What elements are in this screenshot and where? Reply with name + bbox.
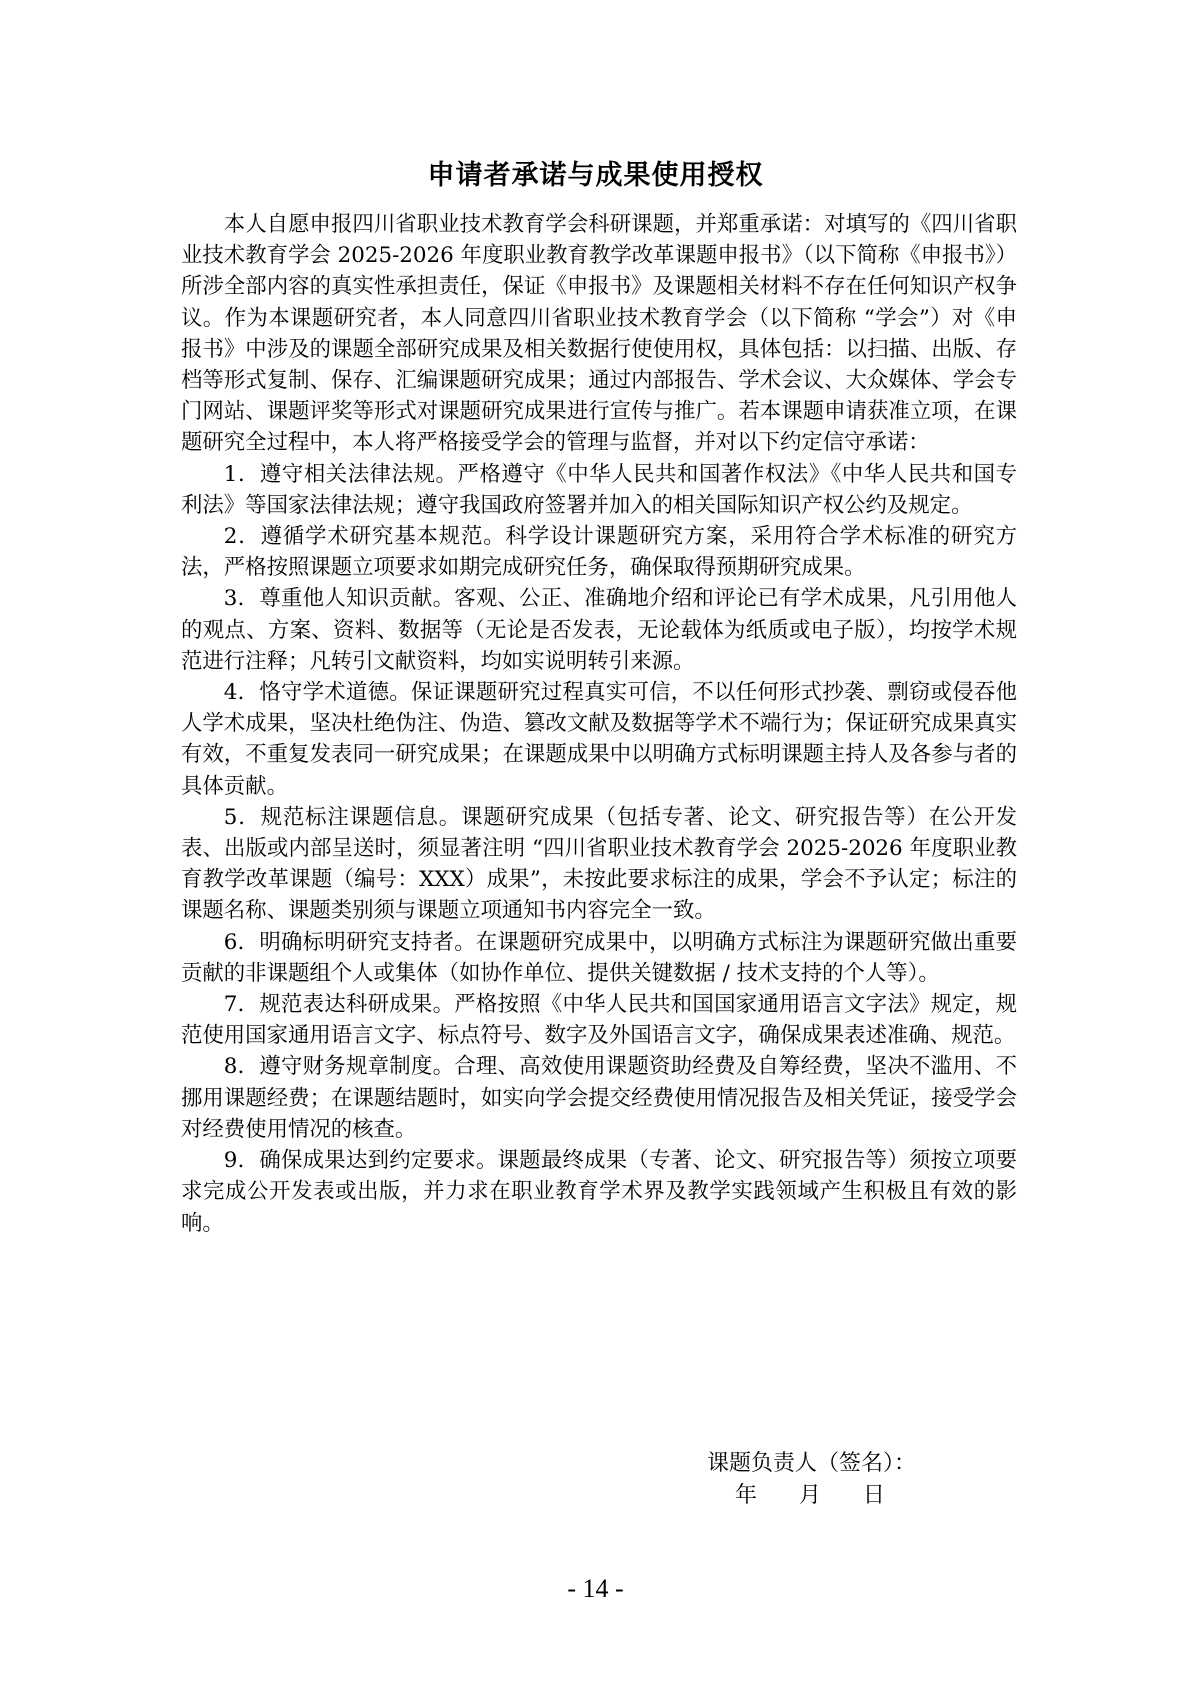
signature-label: 课题负责人（签名）： [707, 1451, 917, 1476]
document-body [181, 209, 1017, 1239]
paragraph-item-2: 2．遵循学术研究基本规范。科学设计课题研究方案，采用符合学术标准的研究方法，严格按照课题立项要求如期完成研究任务，确保取得预期研究成果。 [181, 524, 1017, 581]
paragraph-item-6: 6．明确标明研究支持者。在课题研究成果中，以明确方式标注为课题研究做出重要贡献的非课题组个人或集体（如协作单位、提供关键数据 / 技术支持的个人等）。 [181, 929, 1017, 986]
paragraph-item-1: 1．遵守相关法律法规。严格遵守《中华人民共和国著作权法》《中华人民共和国专利法》等国家法律法规；遵守我国政府签署并加入的相关国际知识产权公约及规定。 [181, 461, 1017, 518]
page-number: - 14 - [567, 1574, 624, 1603]
paragraph-item-9: 9．确保成果达到约定要求。课题最终成果（专著、论文、研究报告等）须按立项要求完成公开发表或出版，并力求在职业教育学术界及教学实践领域产生积极且有效的影响。 [181, 1148, 1017, 1236]
document-title: 申请者承诺与成果使用授权 [427, 160, 764, 191]
paragraph-item-5: 5．规范标注课题信息。课题研究成果（包括专著、论文、研究报告等）在公开发表、出版或内部呈送时，须显著注明 “四川省职业技术教育学会 2025-2026 年度职业教育教学改革课题（编号：XXX）成果”，未按此要求标注的成果，学会不予认定；标注的课题名称、课题类别须与课题立项通知书内容完全一致。 [181, 804, 1017, 924]
paragraph-item-4: 4．恪守学术道德。保证课题研究过程真实可信，不以任何形式抄袭、剽窃或侵吞他人学术成果，坚决杜绝伪注、伪造、篡改文献及数据等学术不端行为；保证研究成果真实有效，不重复发表同一研究成果；在课题成果中以明确方式标明课题主持人及各参与者的具体贡献。 [181, 680, 1017, 799]
signature-block [707, 1448, 1007, 1512]
paragraph-item-3: 3．尊重他人知识贡献。客观、公正、准确地介绍和评论已有学术成果，凡引用他人的观点、方案、资料、数据等（无论是否发表，无论载体为纸质或电子版），均按学术规范进行注释；凡转引文献资料，均如实说明转引来源。 [181, 586, 1017, 674]
paragraph-item-8: 8．遵守财务规章制度。合理、高效使用课题资助经费及自筹经费，坚决不滥用、不挪用课题经费；在课题结题时，如实向学会提交经费使用情况报告及相关凭证，接受学会对经费使用情况的核查。 [181, 1054, 1017, 1142]
paragraph-item-7: 7．规范表达科研成果。严格按照《中华人民共和国国家通用语言文字法》规定，规范使用国家通用语言文字、标点符号、数字及外国语言文字，确保成果表述准确、规范。 [181, 992, 1017, 1049]
signature-date-line: 年 月 日 [735, 1483, 885, 1508]
paragraph-intro: 本人自愿申报四川省职业技术教育学会科研课题，并郑重承诺：对填写的《四川省职业技术教育学会 2025-2026 年度职业教育教学改革课题申报书》（以下简称《申报书》）所涉全部内容的真实性承担责任，保证《申报书》及课题相关材料不存在任何知识产权争议。作为本课题研究者，本人同意四川省职业技术教育学会（以下简称 “学会”）对《申报书》中涉及的课题全部研究成果及相关数据行使使用权，具体包括：以扫描、出版、存档等形式复制、保存、汇编课题研究成果；通过内部报告、学术会议、大众媒体、学会专门网站、课题评奖等形式对课题研究成果进行宣传与推广。若本课题申请获准立项，在课题研究全过程中，本人将严格接受学会的管理与监督，并对以下约定信守承诺： [181, 212, 1017, 456]
